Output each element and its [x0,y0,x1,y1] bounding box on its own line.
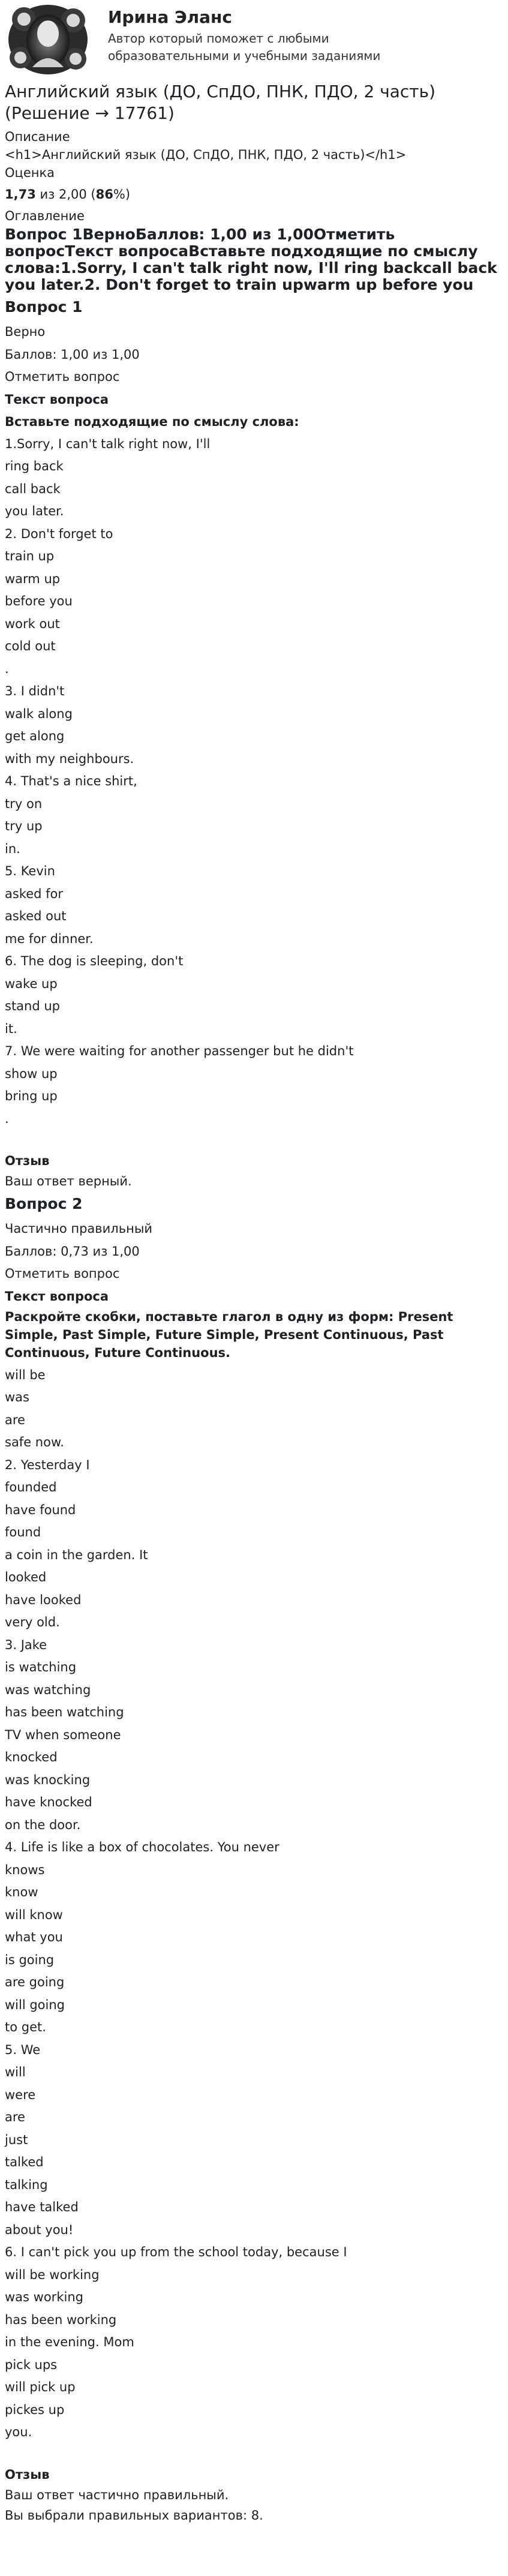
question-2-line: 2. Yesterday I [5,1457,90,1472]
question-2-line: pick ups [5,2357,58,2372]
question-1-line: . [5,1111,9,1126]
question-2-correct-count: Вы выбрали правильных вариантов: 8. [5,2508,263,2523]
question-2-line: have looked [5,1592,82,1607]
question-1-line: me for dinner. [5,931,94,946]
question-1-line: 1.Sorry, I can't talk right now, I'll [5,436,211,451]
question-2-line: to get. [5,2020,46,2034]
nav-label: Оглавление [5,209,85,223]
question-2-line: you. [5,2425,32,2439]
question-1-content [0,433,508,1131]
question-2-line: very old. [5,1615,60,1629]
question-2-line: were [5,2087,36,2102]
question-2-line: looked [5,1570,47,1584]
question-1-line: 4. That's a nice shirt, [5,774,137,788]
question-2-line: was working [5,2290,83,2304]
question-2-status: Частично правильный [5,1221,153,1236]
question-2-line: will be [5,1367,46,1382]
question-2-line: have talked [5,2200,79,2214]
question-2-line: pickes up [5,2402,65,2417]
question-2-flag[interactable]: Отметить вопрос [5,1266,120,1281]
question-1-feedback-label: Отзыв [5,1154,50,1168]
question-2-line: safe now. [5,1435,64,1449]
question-1-line: 5. Kevin [5,864,55,878]
page-title: Английский язык (ДО, СпДО, ПНК, ПДО, 2 часть) (Решение → 17761) [5,82,436,123]
question-1-line: 2. Don't forget to [5,526,113,541]
question-1-line: it. [5,1021,17,1036]
question-1-line: try on [5,796,43,811]
question-2-content [0,1364,508,2444]
question-2-line: was [5,1390,29,1404]
question-2-line: has been watching [5,1705,124,1719]
grade-middle: из 2,00 ( [35,187,96,202]
question-1-line: wake up [5,976,58,991]
question-2-line: founded [5,1480,57,1494]
question-2-line: 4. Life is like a box of chocolates. You never [5,1840,279,1854]
author-name[interactable]: Ирина Эланс [108,7,232,27]
grade-score: 1,73 [5,187,36,202]
grade-percent: 86 [95,187,113,202]
author-header [0,0,508,81]
question-2-line: has been working [5,2312,117,2327]
question-1-line: in. [5,841,20,856]
question-2-instruction: Раскройте скобки, поставьте глагол в одну из форм: Present Simple, Past Simple, Future Simple, Present Continuous, Past Continuous, Future Continuous. [5,1309,453,1360]
question-2-points: Баллов: 0,73 из 1,00 [5,1244,140,1259]
description-value: <h1>Английский язык (ДО, СпДО, ПНК, ПДО, 2 часть)</h1> [5,148,407,162]
question-2-line: know [5,1885,38,1899]
question-1-line: work out [5,616,60,631]
question-1-line: before you [5,594,73,608]
question-2-line: talked [5,2155,44,2169]
question-1-line: try up [5,819,43,833]
author-description: Автор который поможет с любыми образовательными и учебными заданиями [108,31,381,63]
question-2-line: talking [5,2177,48,2192]
question-2-line: is going [5,1952,55,1967]
question-2-line: was watching [5,1682,91,1697]
question-1-line: 6. The dog is sleeping, don't [5,954,184,968]
question-1-line: bring up [5,1089,58,1103]
question-1-line: asked for [5,886,64,901]
question-2-line: 6. I can't pick you up from the school today, because I [5,2245,347,2259]
question-1-line: with my neighbours. [5,751,134,766]
question-2-line: just [5,2132,28,2147]
question-2-feedback-label: Отзыв [5,2467,50,2482]
question-2-line: have knocked [5,1795,92,1809]
question-2-line: about you! [5,2222,74,2237]
question-2-line: was knocking [5,1772,91,1787]
question-1-line: train up [5,549,55,563]
question-2-line: are going [5,1975,65,1989]
description-label: Описание [5,130,70,144]
question-2-line: will [5,2065,26,2079]
question-1-text-label: Текст вопроса [5,392,109,407]
question-1-points: Баллов: 1,00 из 1,00 [5,347,140,362]
nav-heading[interactable]: Вопрос 1ВерноБаллов: 1,00 из 1,00Отметить вопросТекст вопросаВставьте подходящие по смыслу слова:1.Sorry, I can't talk right now, I'll ring backcall back you later.2. Don't forget to train upwarm up before you [5,226,497,293]
question-1-line: call back [5,481,61,496]
question-1-line: walk along [5,706,73,721]
question-2-line: is watching [5,1660,77,1674]
question-2-line: are [5,2110,25,2124]
grade-value [5,184,503,205]
author-avatar [6,2,90,77]
question-2-line: will going [5,1997,65,2012]
question-1-line: cold out [5,639,56,653]
question-1-title: Вопрос 1 [5,298,83,316]
question-2-line: will know [5,1907,63,1922]
question-2-feedback: Ваш ответ частично правильный. [5,2487,229,2502]
grade-label: Оценка [5,166,55,180]
question-2-line: what you [5,1930,63,1944]
question-1-line: warm up [5,571,61,586]
question-2-line: in the evening. Mom [5,2335,134,2349]
question-1-line: . [5,661,9,676]
question-1-line: ring back [5,459,64,473]
question-1-line: 3. I didn't [5,684,65,698]
question-1-line: get along [5,729,65,743]
question-2-line: on the door. [5,1817,81,1832]
question-2-line: will pick up [5,2380,76,2394]
question-1-line: stand up [5,999,60,1013]
question-2-text-label: Текст вопроса [5,1289,109,1304]
question-2-line: found [5,1525,41,1539]
question-1-line: show up [5,1066,58,1081]
question-2-line: are [5,1412,25,1427]
question-2-line: will be working [5,2267,100,2282]
question-2-line: 5. We [5,2042,41,2057]
question-1-line: you later. [5,504,64,518]
question-2-line: a coin in the garden. It [5,1547,148,1562]
question-2-line: TV when someone [5,1727,121,1742]
question-2-line: have found [5,1502,76,1517]
question-2-line: 3. Jake [5,1637,47,1652]
question-1-instruction: Вставьте подходящие по смыслу слова: [5,414,299,429]
question-2-line: knocked [5,1750,58,1764]
question-1-status: Верно [5,325,46,339]
question-1-line: asked out [5,909,67,923]
grade-end: %) [113,187,131,202]
question-2-line: knows [5,1862,45,1877]
question-1-flag[interactable]: Отметить вопрос [5,370,120,384]
question-1-feedback: Ваш ответ верный. [5,1174,132,1188]
question-1-line: 7. We were waiting for another passenger but he didn't [5,1044,354,1058]
question-2-title: Вопрос 2 [5,1195,83,1212]
